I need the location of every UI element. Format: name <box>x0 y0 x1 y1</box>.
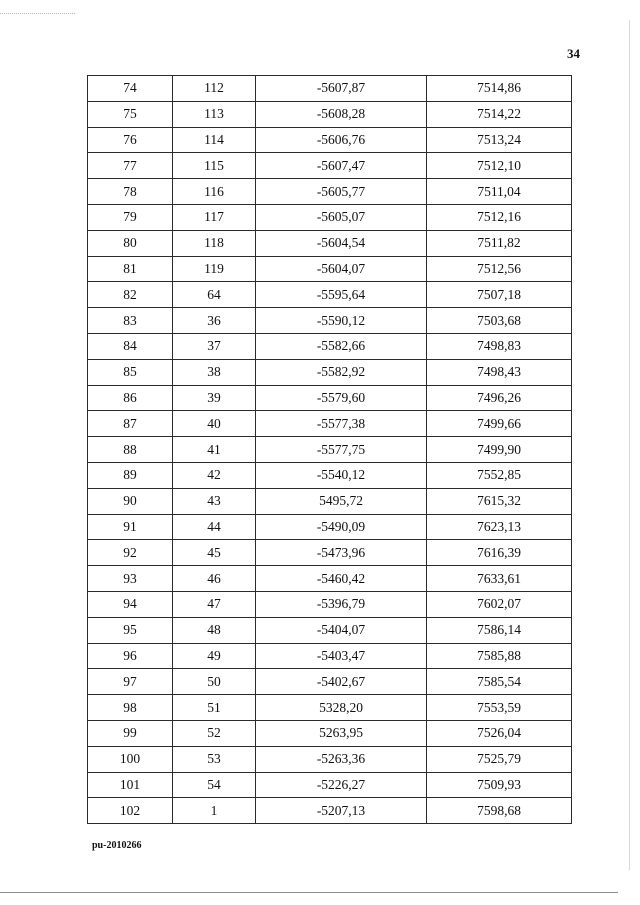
y-coordinate-cell: 7585,54 <box>427 669 572 695</box>
x-coordinate-cell: -5226,27 <box>256 772 427 798</box>
table-row <box>88 488 572 514</box>
table-row <box>88 695 572 721</box>
row-index-cell: 84 <box>88 333 173 359</box>
point-number-cell: 51 <box>173 695 256 721</box>
x-coordinate-cell: -5590,12 <box>256 308 427 334</box>
x-coordinate-cell: -5605,77 <box>256 179 427 205</box>
row-index-cell: 79 <box>88 204 173 230</box>
y-coordinate-cell: 7512,56 <box>427 256 572 282</box>
x-coordinate-cell: -5402,67 <box>256 669 427 695</box>
x-coordinate-cell: -5595,64 <box>256 282 427 308</box>
point-number-cell: 40 <box>173 411 256 437</box>
row-index-cell: 88 <box>88 437 173 463</box>
point-number-cell: 37 <box>173 333 256 359</box>
row-index-cell: 78 <box>88 179 173 205</box>
point-number-cell: 43 <box>173 488 256 514</box>
point-number-cell: 112 <box>173 76 256 102</box>
x-coordinate-cell: -5604,54 <box>256 230 427 256</box>
y-coordinate-cell: 7525,79 <box>427 746 572 772</box>
table-row <box>88 540 572 566</box>
table-row <box>88 76 572 102</box>
row-index-cell: 82 <box>88 282 173 308</box>
y-coordinate-cell: 7513,24 <box>427 127 572 153</box>
table-row <box>88 437 572 463</box>
y-coordinate-cell: 7616,39 <box>427 540 572 566</box>
row-index-cell: 89 <box>88 462 173 488</box>
table-row <box>88 617 572 643</box>
point-number-cell: 47 <box>173 591 256 617</box>
y-coordinate-cell: 7509,93 <box>427 772 572 798</box>
y-coordinate-cell: 7511,82 <box>427 230 572 256</box>
point-number-cell: 114 <box>173 127 256 153</box>
y-coordinate-cell: 7512,16 <box>427 204 572 230</box>
point-number-cell: 46 <box>173 566 256 592</box>
row-index-cell: 101 <box>88 772 173 798</box>
x-coordinate-cell: -5490,09 <box>256 514 427 540</box>
table-row <box>88 385 572 411</box>
coordinates-table-body <box>88 76 572 824</box>
point-number-cell: 42 <box>173 462 256 488</box>
y-coordinate-cell: 7585,88 <box>427 643 572 669</box>
x-coordinate-cell: -5607,47 <box>256 153 427 179</box>
table-row <box>88 643 572 669</box>
table-row <box>88 746 572 772</box>
x-coordinate-cell: -5460,42 <box>256 566 427 592</box>
point-number-cell: 48 <box>173 617 256 643</box>
x-coordinate-cell: -5577,38 <box>256 411 427 437</box>
table-row <box>88 669 572 695</box>
row-index-cell: 83 <box>88 308 173 334</box>
point-number-cell: 45 <box>173 540 256 566</box>
x-coordinate-cell: -5582,66 <box>256 333 427 359</box>
point-number-cell: 54 <box>173 772 256 798</box>
point-number-cell: 53 <box>173 746 256 772</box>
table-row <box>88 514 572 540</box>
y-coordinate-cell: 7633,61 <box>427 566 572 592</box>
point-number-cell: 119 <box>173 256 256 282</box>
row-index-cell: 76 <box>88 127 173 153</box>
table-row <box>88 798 572 824</box>
table-row <box>88 591 572 617</box>
point-number-cell: 115 <box>173 153 256 179</box>
footer-document-code: pu-2010266 <box>92 840 142 851</box>
point-number-cell: 49 <box>173 643 256 669</box>
table-row <box>88 308 572 334</box>
y-coordinate-cell: 7526,04 <box>427 720 572 746</box>
x-coordinate-cell: -5606,76 <box>256 127 427 153</box>
table-row <box>88 127 572 153</box>
scan-edge-bottom <box>0 892 618 893</box>
row-index-cell: 100 <box>88 746 173 772</box>
coordinates-table <box>87 75 572 824</box>
row-index-cell: 97 <box>88 669 173 695</box>
x-coordinate-cell: -5263,36 <box>256 746 427 772</box>
x-coordinate-cell: 5328,20 <box>256 695 427 721</box>
row-index-cell: 95 <box>88 617 173 643</box>
y-coordinate-cell: 7615,32 <box>427 488 572 514</box>
row-index-cell: 91 <box>88 514 173 540</box>
x-coordinate-cell: -5604,07 <box>256 256 427 282</box>
x-coordinate-cell: 5263,95 <box>256 720 427 746</box>
point-number-cell: 117 <box>173 204 256 230</box>
point-number-cell: 41 <box>173 437 256 463</box>
point-number-cell: 44 <box>173 514 256 540</box>
table-row <box>88 462 572 488</box>
y-coordinate-cell: 7553,59 <box>427 695 572 721</box>
table-row <box>88 204 572 230</box>
scan-edge-right <box>629 20 630 870</box>
table-row <box>88 282 572 308</box>
point-number-cell: 38 <box>173 359 256 385</box>
y-coordinate-cell: 7623,13 <box>427 514 572 540</box>
row-index-cell: 86 <box>88 385 173 411</box>
row-index-cell: 77 <box>88 153 173 179</box>
y-coordinate-cell: 7499,66 <box>427 411 572 437</box>
row-index-cell: 74 <box>88 76 173 102</box>
x-coordinate-cell: -5404,07 <box>256 617 427 643</box>
table-row <box>88 101 572 127</box>
table-row <box>88 411 572 437</box>
table-row <box>88 720 572 746</box>
x-coordinate-cell: -5403,47 <box>256 643 427 669</box>
table-row <box>88 359 572 385</box>
row-index-cell: 85 <box>88 359 173 385</box>
point-number-cell: 118 <box>173 230 256 256</box>
row-index-cell: 81 <box>88 256 173 282</box>
table-row <box>88 333 572 359</box>
y-coordinate-cell: 7511,04 <box>427 179 572 205</box>
y-coordinate-cell: 7586,14 <box>427 617 572 643</box>
table-row <box>88 179 572 205</box>
point-number-cell: 50 <box>173 669 256 695</box>
point-number-cell: 64 <box>173 282 256 308</box>
y-coordinate-cell: 7602,07 <box>427 591 572 617</box>
x-coordinate-cell: -5579,60 <box>256 385 427 411</box>
y-coordinate-cell: 7514,86 <box>427 76 572 102</box>
table-row <box>88 153 572 179</box>
y-coordinate-cell: 7499,90 <box>427 437 572 463</box>
x-coordinate-cell: -5207,13 <box>256 798 427 824</box>
point-number-cell: 113 <box>173 101 256 127</box>
x-coordinate-cell: -5582,92 <box>256 359 427 385</box>
x-coordinate-cell: -5540,12 <box>256 462 427 488</box>
point-number-cell: 39 <box>173 385 256 411</box>
table-row <box>88 256 572 282</box>
row-index-cell: 87 <box>88 411 173 437</box>
x-coordinate-cell: 5495,72 <box>256 488 427 514</box>
x-coordinate-cell: -5396,79 <box>256 591 427 617</box>
table-row <box>88 566 572 592</box>
table-row <box>88 230 572 256</box>
row-index-cell: 94 <box>88 591 173 617</box>
point-number-cell: 116 <box>173 179 256 205</box>
y-coordinate-cell: 7552,85 <box>427 462 572 488</box>
y-coordinate-cell: 7507,18 <box>427 282 572 308</box>
y-coordinate-cell: 7496,26 <box>427 385 572 411</box>
table-row <box>88 772 572 798</box>
row-index-cell: 75 <box>88 101 173 127</box>
row-index-cell: 92 <box>88 540 173 566</box>
row-index-cell: 93 <box>88 566 173 592</box>
row-index-cell: 80 <box>88 230 173 256</box>
y-coordinate-cell: 7598,68 <box>427 798 572 824</box>
x-coordinate-cell: -5473,96 <box>256 540 427 566</box>
point-number-cell: 52 <box>173 720 256 746</box>
y-coordinate-cell: 7512,10 <box>427 153 572 179</box>
y-coordinate-cell: 7498,83 <box>427 333 572 359</box>
page-number: 34 <box>567 46 580 61</box>
x-coordinate-cell: -5608,28 <box>256 101 427 127</box>
y-coordinate-cell: 7503,68 <box>427 308 572 334</box>
row-index-cell: 90 <box>88 488 173 514</box>
x-coordinate-cell: -5577,75 <box>256 437 427 463</box>
y-coordinate-cell: 7498,43 <box>427 359 572 385</box>
x-coordinate-cell: -5607,87 <box>256 76 427 102</box>
row-index-cell: 98 <box>88 695 173 721</box>
x-coordinate-cell: -5605,07 <box>256 204 427 230</box>
point-number-cell: 1 <box>173 798 256 824</box>
row-index-cell: 96 <box>88 643 173 669</box>
y-coordinate-cell: 7514,22 <box>427 101 572 127</box>
row-index-cell: 99 <box>88 720 173 746</box>
scan-artifact-top <box>0 13 75 15</box>
point-number-cell: 36 <box>173 308 256 334</box>
row-index-cell: 102 <box>88 798 173 824</box>
